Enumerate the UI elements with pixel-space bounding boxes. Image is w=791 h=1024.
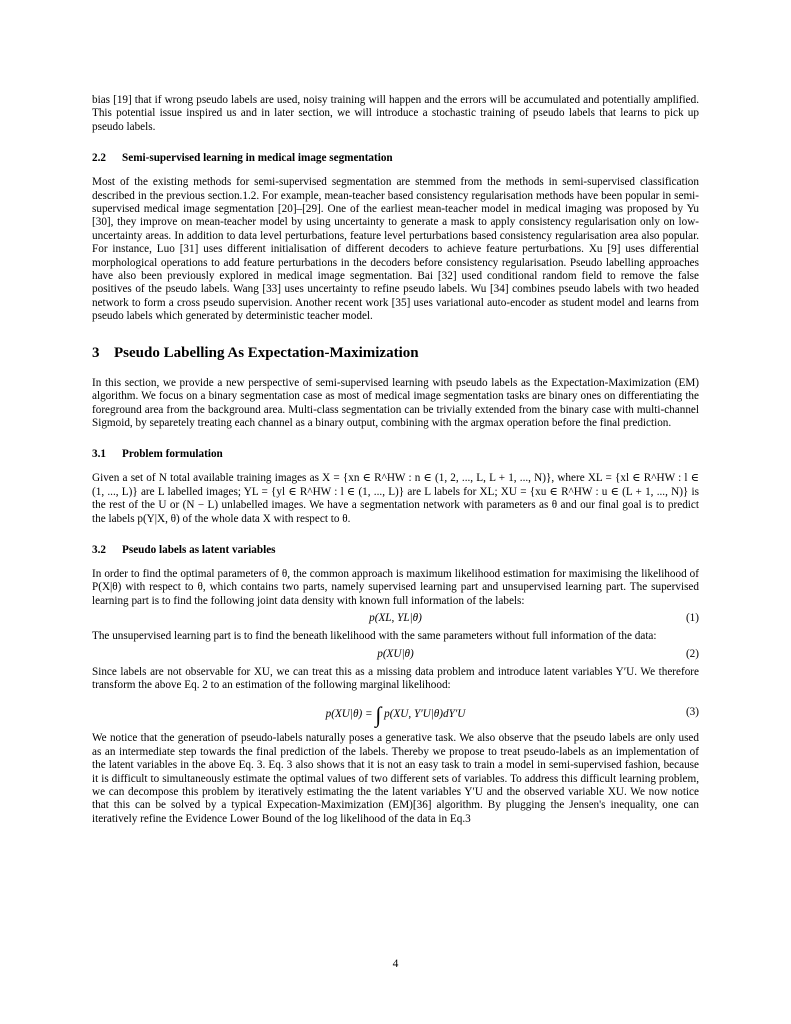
subsection-2-2-paragraph: Most of the existing methods for semi-supervised segmentation are stemmed from the methods in semi-supervised classification described in the previous section.1.2. For example, mean-teacher based consistency regularisation methods have been popular in semi-supervised medical image segmentation [20]–[29]. One of the earliest mean-teacher model in medical imaging was proposed by Yu [30], they improve on mean-teacher model by using uncertainty to generate a mask to apply consistency regularisation only on low-uncertainty areas. In addition to data level perturbations, feature level perturbations based consistency regularisation area also popular. For instance, Luo [31] uses different initialisation of different decoders to achieve feature perturbations. Xu [9] uses differential morphological operations to add feature perturbations in the decoders before consistency regularisation. Pseudo labelling approaches have also been previously explored in medical image segmentation. Bai [32] used conditional random field to remove the false positives of the pseudo labels. Wang [33] uses uncertainty to refine pseudo labels. Wu [34] combines pseudo labels with two headed network to form a cross pseudo supervision. Another recent work [35] uses variational auto-encoder as student model and learns from pseudo labels which generated by deterministic teacher model.: [92, 176, 699, 323]
subsection-3-2-paragraph-3: Since labels are not observable for XU, we can treat this as a missing data problem and introduce latent variables Y′U. We therefore transform the above Eq. 2 to an estimation of the following marginal likelihood:: [92, 665, 699, 691]
subsection-title: Semi-supervised learning in medical image segmentation: [122, 152, 393, 165]
equation-1-expression: p(XL, YL|θ): [369, 612, 422, 625]
equation-3-rhs: p(XU, Y′U|θ)dY′U: [384, 708, 466, 721]
subsection-3-1-heading: [92, 447, 699, 461]
subsection-3-1-paragraph: Given a set of N total available training images as X = {xn ∈ R^HW : n ∈ (1, 2, ..., L, L + 1, ..., N)}, where XL = {xl ∈ R^HW : l ∈ (1, ..., L)} are L labelled images; YL = {yl ∈ R^HW : l ∈ (1, ..., L)} are L labels for XL; XU = {xu ∈ R^HW : u ∈ (L + 1, ..., N)} is the rest of the U or (N − L) unlabelled images. We have a segmentation network with parameters as θ and our final goal is to predict the labels p(Y|X, θ) of the whole data X with respect to θ.: [92, 472, 699, 525]
equation-3-number: (3): [685, 706, 699, 719]
section-3-paragraph: In this section, we provide a new perspective of semi-supervised learning with pseudo labels as the Expectation-Maximization (EM) algorithm. We focus on a binary segmentation case as most of medical image segmentation tasks are binary ones on differentiating the foreground area from the background area. Multi-class segmentation can be trivially extended from the binary case with multi-channel Sigmoid, by separetely treating each channel as a binary output, combining with the argmax operation before the final prediction.: [92, 376, 699, 429]
page-number: 4: [392, 958, 399, 970]
subsection-number: 2.2: [92, 152, 106, 165]
paper-page: [92, 94, 699, 826]
subsection-number: 3.1: [92, 448, 106, 461]
subsection-3-2-heading: [92, 543, 699, 557]
equation-3-expression: [92, 702, 699, 728]
section-3-heading: [92, 344, 699, 362]
equation-1: [92, 608, 699, 630]
subsection-title: Pseudo labels as latent variables: [122, 543, 276, 556]
subsection-3-2-paragraph-4: We notice that the generation of pseudo-labels naturally poses a generative task. We also observe that the pseudo labels are only used as an intermediate step towards the final prediction of the labels. Thereby we propose to treat pseudo-labels as an implementation of the latent variables in the above Eq. 3. Eq. 3 also shows that it is not an easy task to train a model in semi-supervised fashion, because it is difficult to simultaneously estimate the optimal values of two different sets of variables. To address this difficult learning problem, we can decompose this problem by iteratively estimating the the latent variables Y′U and the observed variable XU. We now notice that this can be solved by a typical Expecation-Maximization (EM)[36] algorithm. By plugging the Jensen's inequality, one can iteratively refine the Evidence Lower Bound of the log likelihood of the data in Eq.3: [92, 732, 699, 825]
equation-2-expression: p(XU|θ): [377, 647, 414, 660]
equation-2-number: (2): [685, 647, 699, 660]
subsection-3-2-paragraph-1: In order to find the optimal parameters of θ, the common approach is maximum likelihood estimation for maximising the likelihood of P(X|θ) with respect to θ, which contains two parts, namely supervised learning part and unsupervised learning part. The supervised learning part is to find the following joint data density with known full information of the labels:: [92, 567, 699, 607]
equation-2: [92, 644, 699, 666]
subsection-title: Problem formulation: [122, 448, 223, 461]
subsection-3-2-paragraph-2: The unsupervised learning part is to find the beneath likelihood with the same parameters without full information of the data:: [92, 630, 657, 643]
section-number: 3: [92, 344, 100, 361]
equation-1-number: (1): [685, 612, 699, 625]
equation-3: [92, 692, 699, 732]
equation-3-lhs: p(XU|θ) =: [325, 708, 373, 721]
subsection-number: 3.2: [92, 543, 106, 556]
subsection-2-2-heading: [92, 151, 699, 165]
integral-symbol: ∫: [375, 702, 382, 728]
section-title: Pseudo Labelling As Expectation-Maximization: [114, 344, 419, 361]
intro-continuation-paragraph: bias [19] that if wrong pseudo labels are used, noisy training will happen and the errors will be accumulated and potentially amplified. This potential issue inspired us and in later section, we will introduce a stochastic training of pseudo labels that learns to pick up pseudo labels.: [92, 94, 699, 133]
